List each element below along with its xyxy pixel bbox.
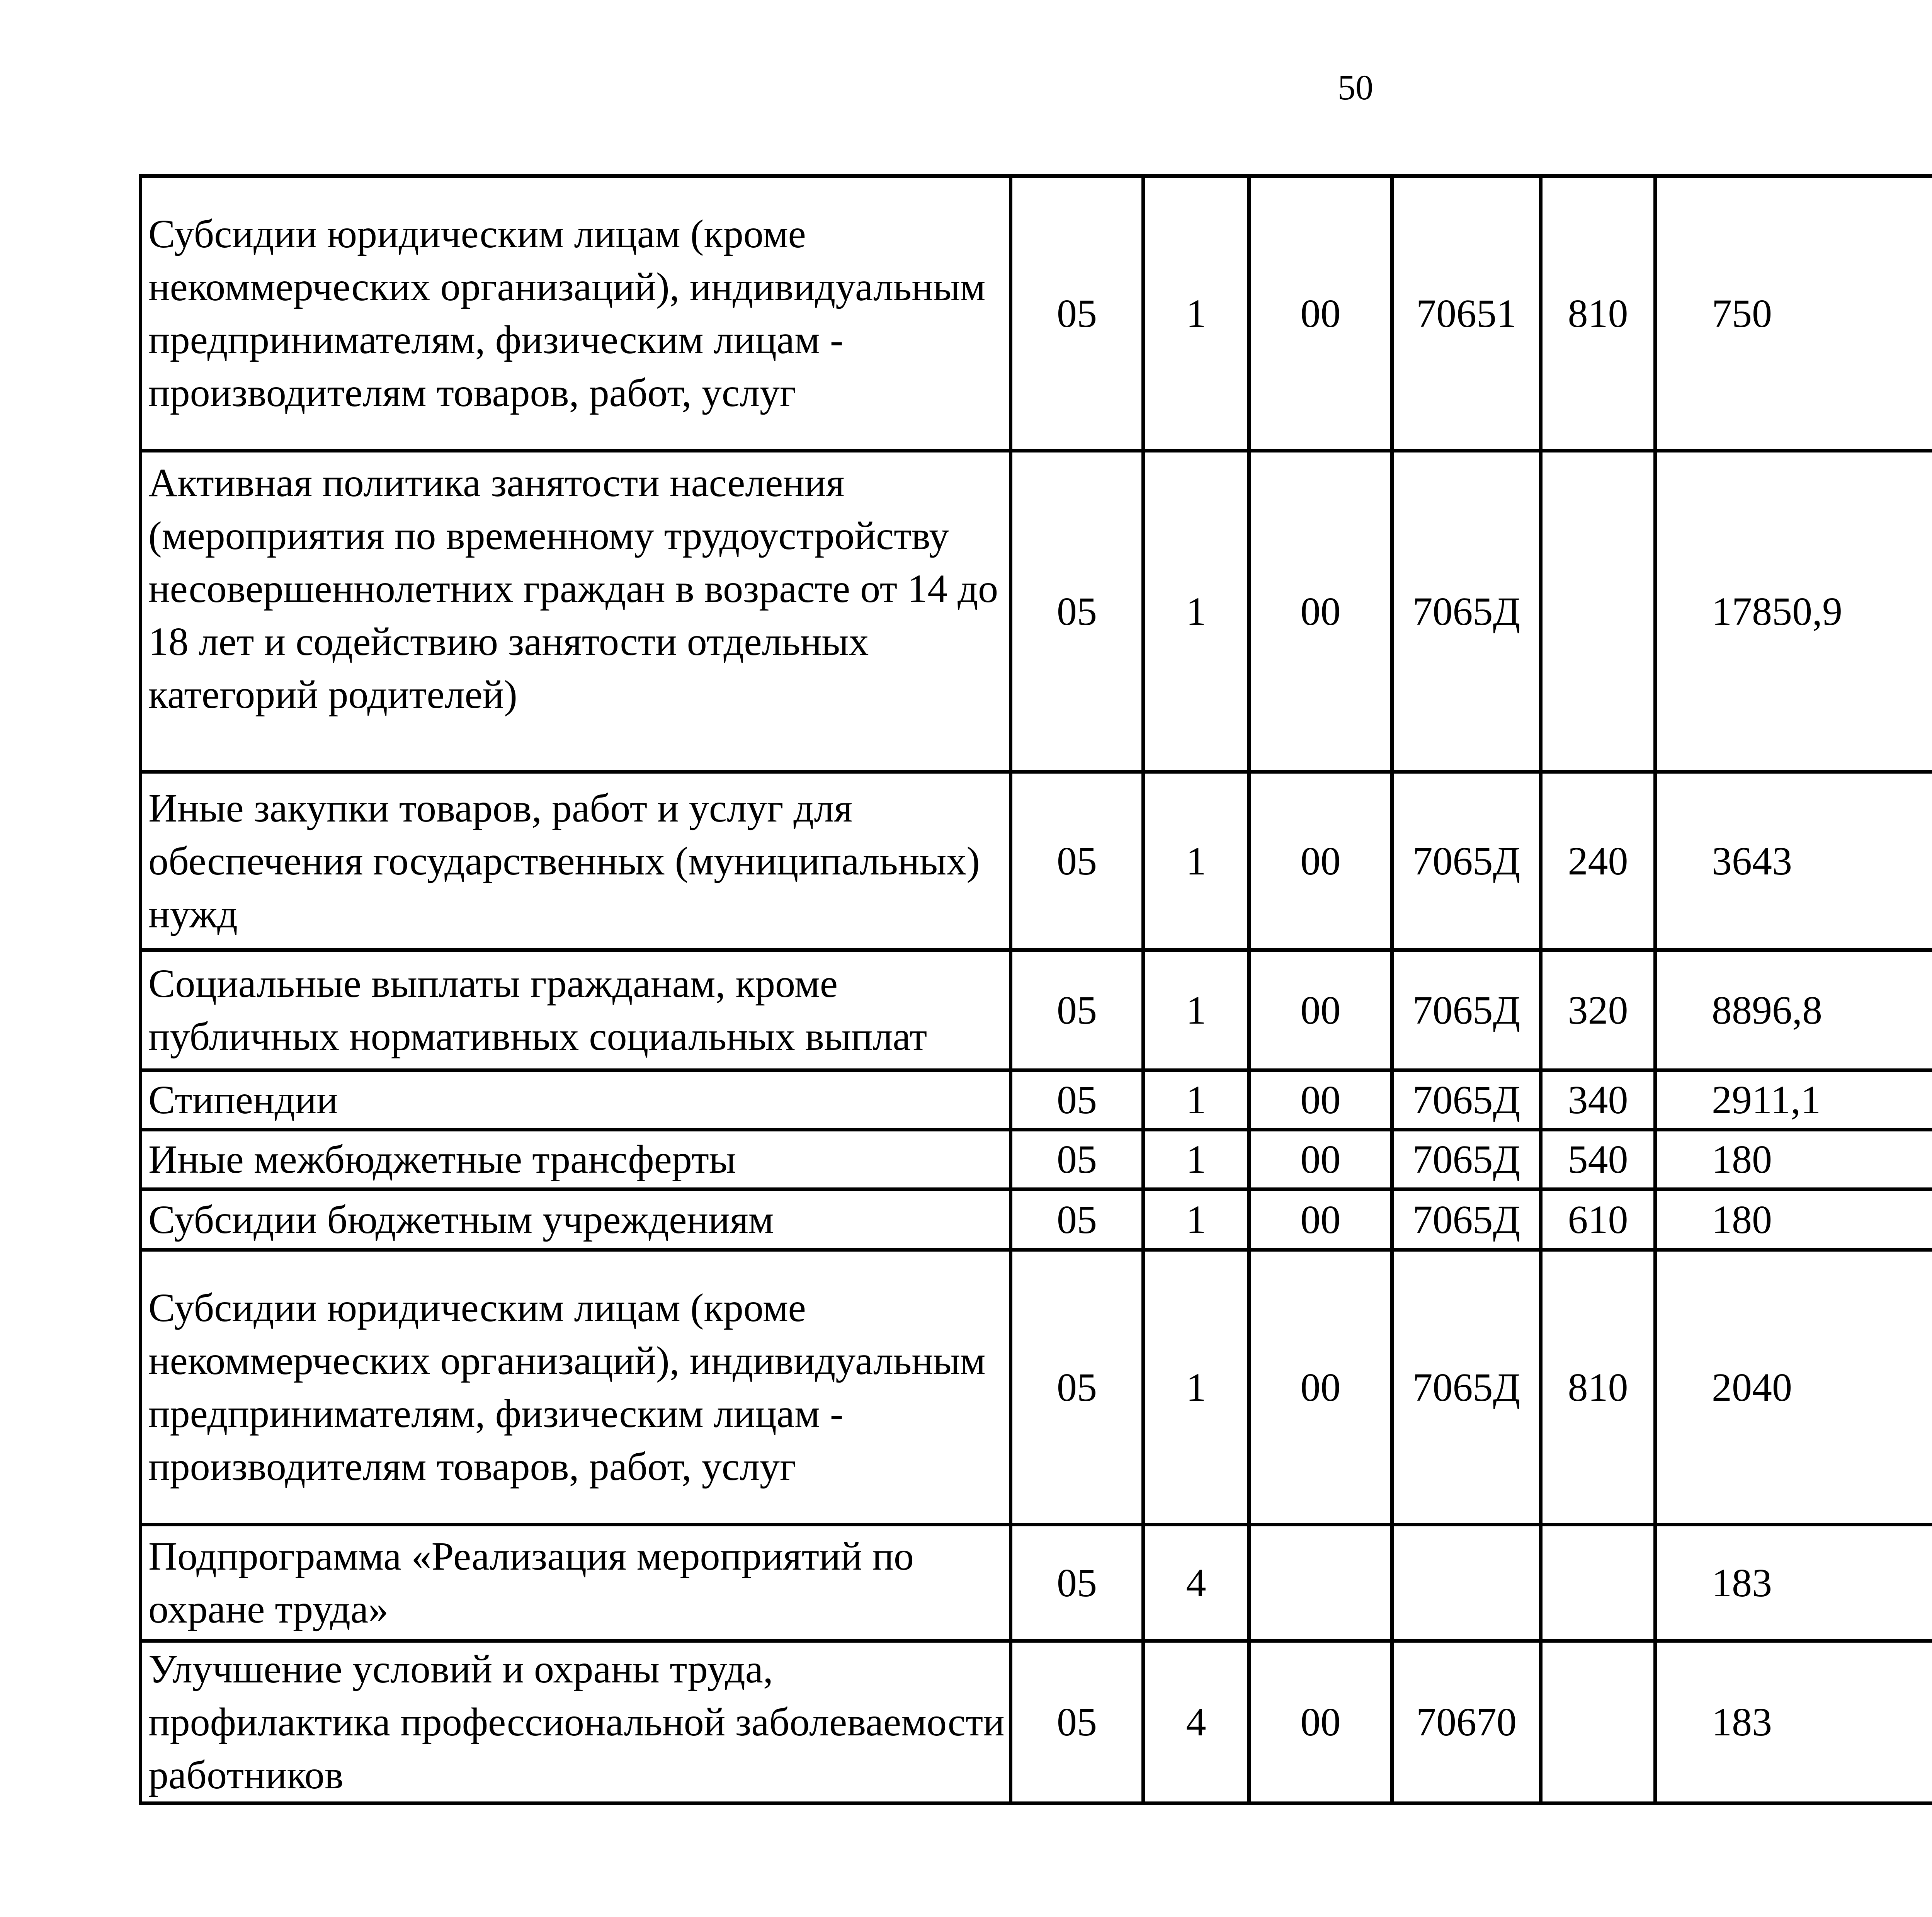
section-code: 05 xyxy=(1011,1641,1143,1803)
table-row xyxy=(141,1070,1932,1130)
target-item-code xyxy=(1392,1525,1541,1641)
amount-year-1: 183 xyxy=(1655,1641,1932,1803)
expense-type-code: 810 xyxy=(1541,1250,1655,1525)
section-code: 05 xyxy=(1011,772,1143,950)
program-code: 4 xyxy=(1143,1641,1249,1803)
expense-type-code: 240 xyxy=(1541,772,1655,950)
section-code: 05 xyxy=(1011,1250,1143,1525)
amount-year-1: 8896,8 xyxy=(1655,950,1932,1070)
subprogram-code: 00 xyxy=(1249,1130,1392,1189)
row-name: Иные межбюджетные трансферты xyxy=(141,1130,1011,1189)
section-code: 05 xyxy=(1011,1130,1143,1189)
target-item-code: 7065Д xyxy=(1392,1250,1541,1525)
section-code: 05 xyxy=(1011,1070,1143,1130)
table-row xyxy=(141,1130,1932,1189)
table-row xyxy=(141,1525,1932,1641)
subprogram-code: 00 xyxy=(1249,1189,1392,1250)
table-row xyxy=(141,950,1932,1070)
row-name: Субсидии бюджетным учреждениям xyxy=(141,1189,1011,1250)
table-row xyxy=(141,1641,1932,1803)
program-code: 1 xyxy=(1143,1130,1249,1189)
section-code: 05 xyxy=(1011,1525,1143,1641)
section-code: 05 xyxy=(1011,451,1143,772)
section-code: 05 xyxy=(1011,176,1143,451)
amount-year-1: 183 xyxy=(1655,1525,1932,1641)
subprogram-code xyxy=(1249,1525,1392,1641)
target-item-code: 7065Д xyxy=(1392,1130,1541,1189)
program-code: 1 xyxy=(1143,950,1249,1070)
row-name: Иные закупки товаров, работ и услуг для обеспечения государственных (муниципальных) нужд xyxy=(141,772,1011,950)
target-item-code: 70670 xyxy=(1392,1641,1541,1803)
target-item-code: 70651 xyxy=(1392,176,1541,451)
amount-year-1: 17850,9 xyxy=(1655,451,1932,772)
table-row xyxy=(141,1250,1932,1525)
budget-table xyxy=(139,174,1932,1805)
target-item-code: 7065Д xyxy=(1392,1070,1541,1130)
target-item-code: 7065Д xyxy=(1392,451,1541,772)
amount-year-1: 750 xyxy=(1655,176,1932,451)
section-code: 05 xyxy=(1011,950,1143,1070)
expense-type-code: 540 xyxy=(1541,1130,1655,1189)
expense-type-code xyxy=(1541,451,1655,772)
expense-type-code xyxy=(1541,1641,1655,1803)
target-item-code: 7065Д xyxy=(1392,772,1541,950)
table-row xyxy=(141,451,1932,772)
row-name: Активная политика занятости населения (мероприятия по временному трудоустройству несовершеннолетних граждан в возрасте от 14 до 18 лет и содействию занятости отдельных категорий родителей) xyxy=(141,451,1011,772)
row-name: Стипендии xyxy=(141,1070,1011,1130)
subprogram-code: 00 xyxy=(1249,176,1392,451)
subprogram-code: 00 xyxy=(1249,950,1392,1070)
row-name: Подпрограмма «Реализация мероприятий по охране труда» xyxy=(141,1525,1011,1641)
program-code: 4 xyxy=(1143,1525,1249,1641)
row-name: Социальные выплаты гражданам, кроме публичных нормативных социальных выплат xyxy=(141,950,1011,1070)
expense-type-code: 320 xyxy=(1541,950,1655,1070)
page-number: 50 xyxy=(1338,68,1373,107)
row-name: Субсидии юридическим лицам (кроме некоммерческих организаций), индивидуальным предпринимателям, физическим лицам - производителям товаров, работ, услуг xyxy=(141,176,1011,451)
expense-type-code: 810 xyxy=(1541,176,1655,451)
expense-type-code: 340 xyxy=(1541,1070,1655,1130)
amount-year-1: 180 xyxy=(1655,1189,1932,1250)
subprogram-code: 00 xyxy=(1249,772,1392,950)
subprogram-code: 00 xyxy=(1249,1250,1392,1525)
amount-year-1: 180 xyxy=(1655,1130,1932,1189)
expense-type-code: 610 xyxy=(1541,1189,1655,1250)
table-row xyxy=(141,1189,1932,1250)
program-code: 1 xyxy=(1143,176,1249,451)
table-row xyxy=(141,176,1932,451)
row-name: Улучшение условий и охраны труда, профилактика профессиональной заболеваемости работников xyxy=(141,1641,1011,1803)
amount-year-1: 3643 xyxy=(1655,772,1932,950)
program-code: 1 xyxy=(1143,451,1249,772)
section-code: 05 xyxy=(1011,1189,1143,1250)
row-name: Субсидии юридическим лицам (кроме некоммерческих организаций), индивидуальным предпринимателям, физическим лицам - производителям товаров, работ, услуг xyxy=(141,1250,1011,1525)
expense-type-code xyxy=(1541,1525,1655,1641)
subprogram-code: 00 xyxy=(1249,1070,1392,1130)
program-code: 1 xyxy=(1143,772,1249,950)
program-code: 1 xyxy=(1143,1250,1249,1525)
target-item-code: 7065Д xyxy=(1392,1189,1541,1250)
amount-year-1: 2040 xyxy=(1655,1250,1932,1525)
table-row xyxy=(141,772,1932,950)
target-item-code: 7065Д xyxy=(1392,950,1541,1070)
subprogram-code: 00 xyxy=(1249,451,1392,772)
subprogram-code: 00 xyxy=(1249,1641,1392,1803)
amount-year-1: 2911,1 xyxy=(1655,1070,1932,1130)
program-code: 1 xyxy=(1143,1189,1249,1250)
program-code: 1 xyxy=(1143,1070,1249,1130)
